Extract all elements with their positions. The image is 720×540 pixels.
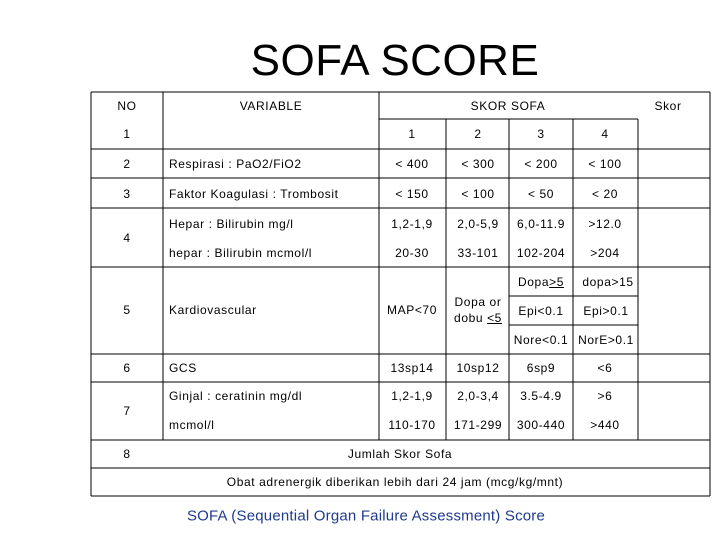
row-3-level-2: < 100 — [461, 187, 495, 201]
row-5-level-4-dopa: dopa>15 — [582, 275, 634, 289]
header-skor: Skor — [654, 99, 682, 113]
row-5-level-2-line-2-prefix: dobu — [454, 311, 488, 325]
row-3-level-1: < 150 — [395, 187, 429, 201]
row-4-no: 4 — [123, 231, 131, 245]
row-1-no: 1 — [123, 127, 131, 141]
row-7b-level-2: 171-299 — [453, 418, 503, 432]
row-2-level-1: < 400 — [395, 157, 429, 171]
row-4a-level-2: 2,0-5,9 — [457, 217, 499, 231]
row-5-level-3-dopa — [518, 275, 564, 289]
row-1-level-2: 2 — [474, 127, 482, 141]
row-3-no: 3 — [123, 187, 131, 201]
row-7b-level-3: 300-440 — [516, 418, 566, 432]
row-7a-level-1: 1,2-1,9 — [391, 389, 433, 403]
row-2-level-4: < 100 — [588, 157, 622, 171]
row-1-level-3: 3 — [537, 127, 545, 141]
row-8-variable: Jumlah Skor Sofa — [347, 447, 453, 461]
row-5-variable: Kardiovascular — [169, 303, 257, 317]
row-4b-level-4: >204 — [590, 246, 620, 260]
row-3-level-4: < 20 — [591, 187, 619, 201]
row-5-level-2-line-2-threshold: <5 — [487, 311, 502, 325]
row-5-level-3-epi: Epi<0.1 — [518, 304, 564, 318]
row-5-level-4-epi: Epi>0.1 — [583, 304, 629, 318]
row-4a-level-3: 6,0-11.9 — [517, 217, 565, 231]
row-2-no: 2 — [123, 157, 131, 171]
row-5-level-3-nore: Nore<0.1 — [513, 333, 569, 347]
row-6-no: 6 — [123, 361, 131, 375]
row-7-no: 7 — [123, 404, 131, 418]
row-6-level-1: 13sp14 — [390, 361, 434, 375]
row-2-level-3: < 200 — [524, 157, 558, 171]
row-5-level-2-line-1: Dopa or — [454, 295, 502, 309]
row-4a-level-4: >12.0 — [588, 217, 622, 231]
row-4b-level-3: 102-204 — [516, 246, 566, 260]
caption: SOFA (Sequential Organ Failure Assessment) Score — [186, 507, 546, 525]
row-4b-level-1: 20-30 — [395, 246, 429, 260]
header-skor-sofa: SKOR SOFA — [470, 99, 546, 113]
row-5-no: 5 — [123, 303, 131, 317]
row-5-level-3-dopa-threshold: >5 — [549, 275, 564, 289]
row-2-variable: Respirasi : PaO2/FiO2 — [169, 157, 302, 171]
row-2-level-2: < 300 — [461, 157, 495, 171]
row-5-level-1: MAP<70 — [387, 303, 437, 317]
row-7a-level-3: 3.5-4.9 — [520, 389, 562, 403]
row-6-level-3: 6sp9 — [526, 361, 556, 375]
row-5-level-4-nore: NorE>0.1 — [578, 333, 634, 347]
row-7a-level-2: 2,0-3,4 — [457, 389, 499, 403]
row-4a-level-1: 1,2-1,9 — [391, 217, 433, 231]
row-3-variable: Faktor Koagulasi : Trombosit — [169, 187, 339, 201]
row-7a-level-4: >6 — [597, 389, 613, 403]
row-4-variable-mcmol: hepar : Bilirubin mcmol/l — [169, 246, 313, 260]
page-title: SOFA SCORE — [250, 36, 540, 85]
row-5-level-2 — [454, 294, 502, 326]
row-1-level-1: 1 — [408, 127, 416, 141]
row-4-variable-mg: Hepar : Bilirubin mg/l — [169, 217, 294, 231]
row-8-no: 8 — [123, 447, 131, 461]
row-6-level-2: 10sp12 — [456, 361, 500, 375]
row-7b-level-4: >440 — [590, 418, 620, 432]
row-7b-level-1: 110-170 — [388, 418, 436, 432]
row-1-level-4: 4 — [601, 127, 609, 141]
row-7-variable-mg: Ginjal : ceratinin mg/dl — [169, 389, 303, 403]
row-3-level-3: < 50 — [527, 187, 555, 201]
row-5-level-3-dopa-label: Dopa — [518, 275, 550, 289]
row-6-variable: GCS — [169, 361, 197, 375]
row-6-level-4: <6 — [597, 361, 613, 375]
footnote: Obat adrenergik diberikan lebih dari 24 jam (mcg/kg/mnt) — [226, 475, 564, 489]
header-no: NO — [117, 99, 137, 113]
header-variable: VARIABLE — [239, 99, 303, 113]
row-4b-level-2: 33-101 — [457, 246, 499, 260]
row-7-variable-mcmol: mcmol/l — [169, 418, 215, 432]
